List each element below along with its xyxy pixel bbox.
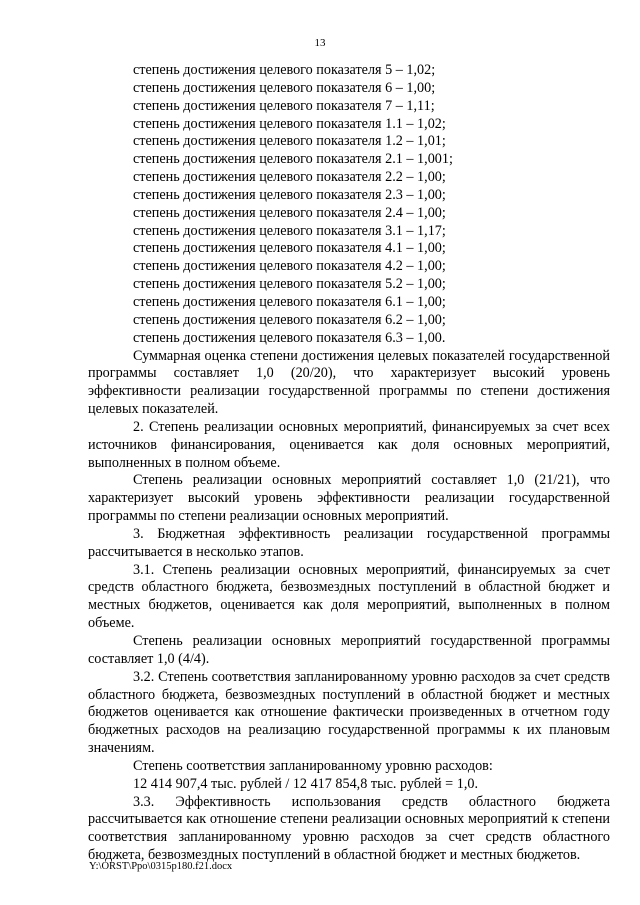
- indicator-list: [88, 62, 610, 348]
- indicator-item: степень достижения целевого показателя 6.3 – 1,00.: [133, 329, 446, 346]
- paragraph-section-3-2: 3.2. Степень соответствия запланированному уровню расходов за счет средств областного бюджета, безвозмездных поступлений в областной бюджет и местных бюджетов оценивается как отношение фактически произведенных в отчетном году бюджетных расходов на реализацию государственной программы к их плановым значениям.: [88, 668, 610, 757]
- paragraph-section-2-result: Степень реализации основных мероприятий составляет 1,0 (21/21), что характеризует высокий уровень эффективности реализации государственной программы по степени реализации основных мероприятий.: [88, 472, 610, 525]
- document-body: [88, 62, 610, 865]
- paragraph-summary: Суммарная оценка степени достижения целевых показателей государственной программы составляет 1,0 (20/20), что характеризует высокий уровень эффективности реализации государственной программы по степени достижения целевых показателей.: [88, 347, 610, 418]
- indicator-item: степень достижения целевого показателя 6.1 – 1,00;: [133, 293, 446, 310]
- indicator-item: степень достижения целевого показателя 2.3 – 1,00;: [133, 186, 446, 203]
- indicator-item: степень достижения целевого показателя 4.2 – 1,00;: [133, 258, 446, 275]
- indicator-item: степень достижения целевого показателя 3.1 – 1,17;: [133, 222, 446, 239]
- paragraph-section-2: 2. Степень реализации основных мероприятий, финансируемых за счет всех источников финансирования, оценивается как доля основных мероприятий, выполненных в полном объеме.: [88, 418, 610, 471]
- footer-file-path: Y:\ORST\Ppo\0315p180.f21.docx: [89, 861, 233, 872]
- page-number: 13: [314, 37, 326, 49]
- indicator-item: степень достижения целевого показателя 5.2 – 1,00;: [133, 276, 446, 293]
- paragraph-expense-label: Степень соответствия запланированному уровню расходов:: [133, 757, 493, 774]
- indicator-item: степень достижения целевого показателя 2.4 – 1,00;: [133, 204, 446, 221]
- indicator-item: степень достижения целевого показателя 5 – 1,02;: [133, 62, 436, 78]
- indicator-item: степень достижения целевого показателя 4.1 – 1,00;: [133, 240, 446, 257]
- indicator-item: степень достижения целевого показателя 7 – 1,11;: [133, 97, 435, 114]
- paragraph-section-3: 3. Бюджетная эффективность реализации государственной программы рассчитывается в несколько этапов.: [88, 525, 610, 560]
- paragraph-expense-formula: 12 414 907,4 тыс. рублей / 12 417 854,8 тыс. рублей = 1,0.: [133, 775, 479, 792]
- indicator-item: степень достижения целевого показателя 1.1 – 1,02;: [133, 115, 446, 132]
- paragraph-section-3-1: 3.1. Степень реализации основных мероприятий, финансируемых за счет средств областного бюджета, безвозмездных поступлений в областной бюджет и местных бюджетов, оценивается как доля мероприятий, выполненных в полном объеме.: [88, 561, 610, 632]
- indicator-item: степень достижения целевого показателя 2.1 – 1,001;: [133, 151, 453, 168]
- indicator-item: степень достижения целевого показателя 2.2 – 1,00;: [133, 169, 446, 186]
- paragraph-section-3-3: 3.3. Эффективность использования средств областного бюджета рассчитывается как отношение степени реализации основных мероприятий к степени соответствия запланированному уровню расходов за счет средств областного бюджета, безвозмездных поступлений в областной бюджет и местных бюджетов.: [88, 793, 610, 864]
- indicator-item: степень достижения целевого показателя 1.2 – 1,01;: [133, 133, 446, 150]
- indicator-item: степень достижения целевого показателя 6 – 1,00;: [133, 79, 436, 96]
- paragraph-section-3-1-result: Степень реализации основных мероприятий государственной программы составляет 1,0 (4/4).: [88, 633, 610, 667]
- indicator-item: степень достижения целевого показателя 6.2 – 1,00;: [133, 311, 446, 328]
